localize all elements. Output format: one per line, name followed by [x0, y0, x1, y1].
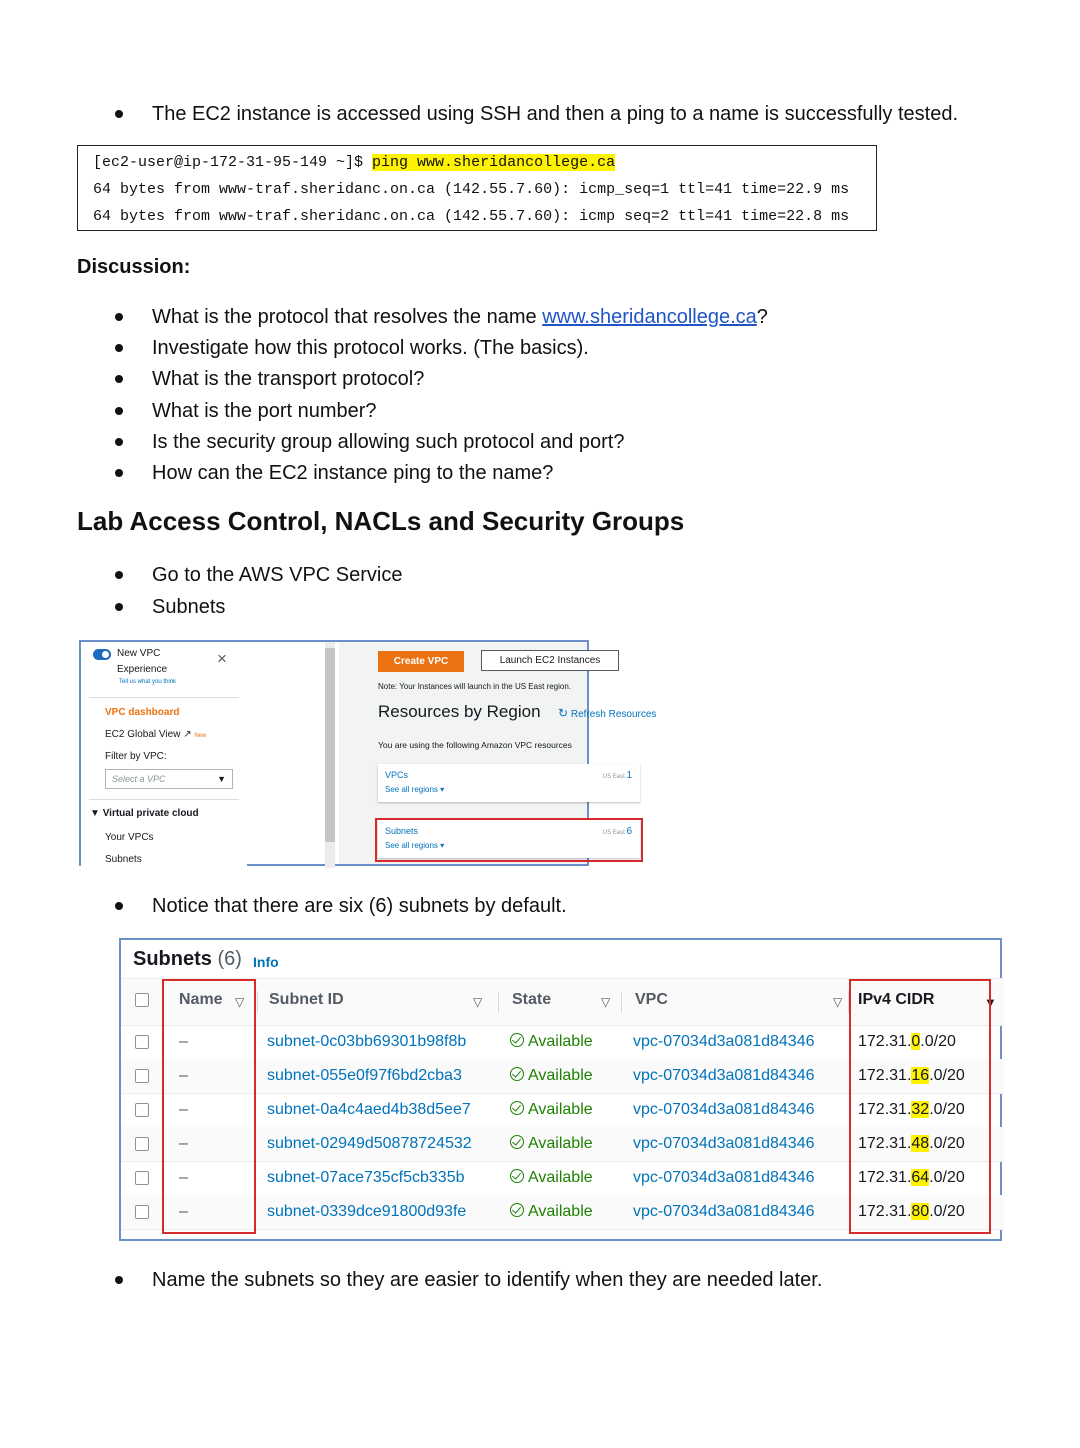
terminal-line-1: [93, 154, 615, 171]
experience-label: Experience: [117, 664, 168, 675]
cell-vpc[interactable]: vpc-07034d3a081d84346: [633, 1101, 815, 1118]
region-note: Note: Your Instances will launch in the US East region.: [378, 682, 571, 691]
cidr-suffix: .0/20: [929, 1135, 965, 1152]
lab-title: Lab Access Control, NACLs and Security Groups: [77, 506, 685, 536]
filter-by-vpc-label: Filter by VPC:: [105, 751, 167, 762]
vpc-sidebar: [81, 642, 247, 868]
subnets-table-screenshot: [119, 938, 1002, 1241]
sort-descending-icon[interactable]: ▼: [984, 995, 997, 1010]
vpcs-region: [603, 770, 632, 781]
cell-subnet-id[interactable]: subnet-0c03bb69301b98f8b: [267, 1033, 467, 1050]
using-resources-text: You are using the following Amazon VPC resources: [378, 740, 572, 750]
bullet-dot: [115, 438, 123, 446]
cell-subnet-id[interactable]: subnet-0a4c4aed4b38d5ee7: [267, 1101, 471, 1118]
sort-icon[interactable]: ▽: [473, 995, 483, 1009]
question-prefix: What is the protocol that resolves the name: [152, 306, 543, 328]
question-text: Investigate how this protocol works. (The basics).: [152, 337, 589, 359]
sort-icon[interactable]: ▽: [833, 995, 843, 1009]
new-badge: New: [194, 733, 207, 739]
cidr-highlight: 16: [911, 1067, 930, 1084]
bullet-dot: [115, 344, 123, 352]
refresh-resources-button[interactable]: [558, 706, 656, 720]
check-circle-icon: [510, 1101, 524, 1115]
cell-subnet-id[interactable]: subnet-0339dce91800d93fe: [267, 1203, 467, 1220]
subnets-region-label: US East: [602, 830, 625, 836]
ec2-global-view-label: EC2 Global View: [105, 729, 181, 740]
step-text: Go to the AWS VPC Service: [152, 564, 403, 586]
caret-down-icon: ▼: [90, 808, 100, 819]
bullet-dot: [115, 375, 123, 383]
sort-icon[interactable]: ▽: [235, 995, 245, 1009]
check-circle-icon: [510, 1067, 524, 1081]
subnets-link[interactable]: Subnets: [385, 826, 419, 836]
cell-vpc[interactable]: vpc-07034d3a081d84346: [633, 1135, 815, 1152]
cell-vpc[interactable]: vpc-07034d3a081d84346: [633, 1203, 815, 1220]
cidr-prefix: 172.31.: [858, 1169, 912, 1186]
discussion-heading: Discussion:: [77, 256, 191, 278]
column-header-name[interactable]: Name: [179, 991, 223, 1008]
column-header-ipv4-cidr[interactable]: IPv4 CIDR: [858, 991, 935, 1008]
launch-ec2-button[interactable]: Launch EC2 Instances: [481, 650, 619, 671]
new-vpc-toggle[interactable]: [93, 649, 111, 660]
vpc-dashboard-link[interactable]: VPC dashboard: [105, 707, 180, 718]
cell-name: –: [179, 1033, 188, 1050]
cell-vpc[interactable]: vpc-07034d3a081d84346: [633, 1033, 815, 1050]
refresh-label: Refresh Resources: [570, 709, 657, 720]
cell-name: –: [179, 1169, 188, 1186]
bullet-dot: [115, 603, 123, 611]
cell-state: [510, 1169, 593, 1187]
column-separator: [498, 991, 499, 1013]
check-circle-icon: [510, 1033, 524, 1047]
caret-down-icon: ▼: [217, 774, 226, 784]
external-link-icon: ↗: [183, 729, 192, 740]
sidebar-scrollbar[interactable]: [325, 648, 335, 842]
name-column-highlight-box: [162, 979, 256, 1234]
vpcs-region-label: US East: [602, 774, 625, 780]
final-text: Name the subnets so they are easier to identify when they are needed later.: [152, 1269, 823, 1291]
cidr-suffix: .0/20: [929, 1203, 965, 1220]
cell-state: [510, 1033, 593, 1051]
cidr-prefix: 172.31.: [858, 1203, 912, 1220]
cidr-highlight: 80: [911, 1203, 930, 1220]
cidr-prefix: 172.31.: [858, 1033, 912, 1050]
question-suffix: ?: [756, 306, 768, 328]
question-text: How can the EC2 instance ping to the name?: [152, 462, 554, 484]
column-header-state[interactable]: State: [512, 991, 552, 1008]
subnets-count: 6: [626, 826, 632, 837]
state-label: Available: [528, 1203, 593, 1220]
row-checkbox[interactable]: [135, 1137, 149, 1151]
info-link[interactable]: Info: [253, 954, 279, 970]
question-text: Is the security group allowing such protocol and port?: [152, 431, 625, 453]
select-vpc-dropdown[interactable]: [105, 769, 233, 789]
cidr-highlight: 48: [911, 1135, 930, 1152]
notice-text: Notice that there are six (6) subnets by default.: [152, 895, 567, 917]
state-label: Available: [528, 1033, 593, 1050]
subnets-nav-link[interactable]: Subnets: [105, 854, 142, 865]
state-label: Available: [528, 1067, 593, 1084]
cidr-suffix: .0/20: [929, 1101, 965, 1118]
close-icon[interactable]: ×: [217, 649, 227, 668]
cell-name: –: [179, 1135, 188, 1152]
cell-name: –: [179, 1067, 188, 1084]
bullet-dot: [115, 469, 123, 477]
sort-icon[interactable]: ▽: [601, 995, 611, 1009]
check-circle-icon: [510, 1169, 524, 1183]
see-all-label: See all regions: [385, 785, 438, 794]
your-vpcs-link[interactable]: Your VPCs: [105, 832, 154, 843]
state-label: Available: [528, 1101, 593, 1118]
select-vpc-placeholder: Select a VPC: [112, 774, 166, 784]
see-all-label: See all regions: [385, 841, 438, 850]
bullet-dot: [115, 110, 123, 118]
state-label: Available: [528, 1135, 593, 1152]
row-checkbox[interactable]: [135, 1205, 149, 1219]
row-checkbox[interactable]: [135, 1069, 149, 1083]
column-separator: [621, 991, 622, 1013]
cidr-prefix: 172.31.: [858, 1135, 912, 1152]
cell-state: [510, 1067, 593, 1085]
cell-subnet-id[interactable]: subnet-07ace735cf5cb335b: [267, 1169, 465, 1186]
column-header-vpc[interactable]: VPC: [635, 991, 668, 1008]
cell-vpc[interactable]: vpc-07034d3a081d84346: [633, 1169, 815, 1186]
virtual-private-cloud-section[interactable]: [90, 808, 199, 819]
cell-subnet-id[interactable]: subnet-055e0f97f6bd2cba3: [267, 1067, 462, 1084]
subnets-title-label: Subnets: [133, 948, 212, 970]
ec2-global-view-link[interactable]: [105, 729, 206, 740]
cell-state: [510, 1135, 593, 1153]
row-checkbox[interactable]: [135, 1103, 149, 1117]
caret-down-icon: ▾: [440, 785, 445, 794]
terminal-prompt: [ec2-user@ip-172-31-95-149 ~]$: [93, 154, 373, 171]
subnets-count: (6): [217, 948, 242, 970]
cidr-suffix: .0/20: [929, 1169, 965, 1186]
vpc-dashboard-main: [339, 642, 657, 864]
terminal-line-2: 64 bytes from www-traf.sheridanc.on.ca (142.55.7.60): icmp_seq=1 ttl=41 time=22.9 ms: [93, 181, 850, 198]
row-checkbox[interactable]: [135, 1035, 149, 1049]
cell-name: –: [179, 1203, 188, 1220]
cidr-prefix: 172.31.: [858, 1101, 912, 1118]
terminal-command: ping www.sheridancollege.ca: [372, 154, 616, 171]
vpc-console-screenshot: [79, 640, 657, 866]
subnets-highlight-box: [375, 818, 643, 862]
cell-subnet-id[interactable]: subnet-02949d50878724532: [267, 1135, 472, 1152]
cell-name: –: [179, 1101, 188, 1118]
subnets-title: [133, 948, 242, 971]
cidr-prefix: 172.31.: [858, 1067, 912, 1084]
refresh-icon: ↻: [558, 706, 569, 720]
vpcs-count: 1: [626, 770, 632, 781]
cidr-highlight: 0: [911, 1033, 921, 1050]
tell-us-link[interactable]: Tell us what you think: [119, 679, 177, 685]
new-vpc-label: New VPC: [117, 648, 161, 659]
column-header-subnet-id[interactable]: Subnet ID: [269, 991, 344, 1008]
bullet-dot: [115, 902, 123, 910]
bullet-dot: [115, 571, 123, 579]
intro-text: The EC2 instance is accessed using SSH and then a ping to a name is successfully tested.: [152, 103, 958, 125]
cidr-column-highlight-box: [849, 979, 991, 1234]
column-separator: [257, 991, 258, 1013]
vpcs-card[interactable]: [378, 764, 640, 802]
see-all-regions-link[interactable]: [385, 785, 444, 794]
bullet-dot: [115, 313, 123, 321]
cidr-highlight: 64: [911, 1169, 930, 1186]
vpcs-link[interactable]: VPCs: [385, 770, 409, 780]
select-all-checkbox[interactable]: [135, 993, 149, 1007]
terminal-line-3: 64 bytes from www-traf.sheridanc.on.ca (142.55.7.60): icmp seq=2 ttl=41 time=22.8 ms: [93, 208, 850, 225]
check-circle-icon: [510, 1135, 524, 1149]
sheridan-link[interactable]: www.sheridancollege.ca: [542, 306, 757, 328]
cidr-highlight: 32: [911, 1101, 930, 1118]
check-circle-icon: [510, 1203, 524, 1217]
cell-state: [510, 1203, 593, 1221]
terminal-output: [77, 145, 877, 231]
sidebar-divider: [89, 799, 239, 800]
caret-down-icon: ▾: [440, 841, 445, 850]
resources-by-region-title: Resources by Region: [378, 702, 541, 721]
question-text: What is the transport protocol?: [152, 368, 425, 390]
step-text: Subnets: [152, 596, 226, 618]
row-checkbox[interactable]: [135, 1171, 149, 1185]
sidebar-divider: [89, 697, 239, 698]
state-label: Available: [528, 1169, 593, 1186]
cidr-suffix: .0/20: [929, 1067, 965, 1084]
create-vpc-button[interactable]: Create VPC: [378, 651, 464, 672]
cell-state: [510, 1101, 593, 1119]
question-text: [152, 305, 768, 329]
question-text: What is the port number?: [152, 400, 377, 422]
cidr-suffix: .0/20: [920, 1033, 956, 1050]
bullet-dot: [115, 407, 123, 415]
virtual-private-cloud-label: Virtual private cloud: [102, 808, 199, 819]
bullet-dot: [115, 1276, 123, 1284]
cell-vpc[interactable]: vpc-07034d3a081d84346: [633, 1067, 815, 1084]
